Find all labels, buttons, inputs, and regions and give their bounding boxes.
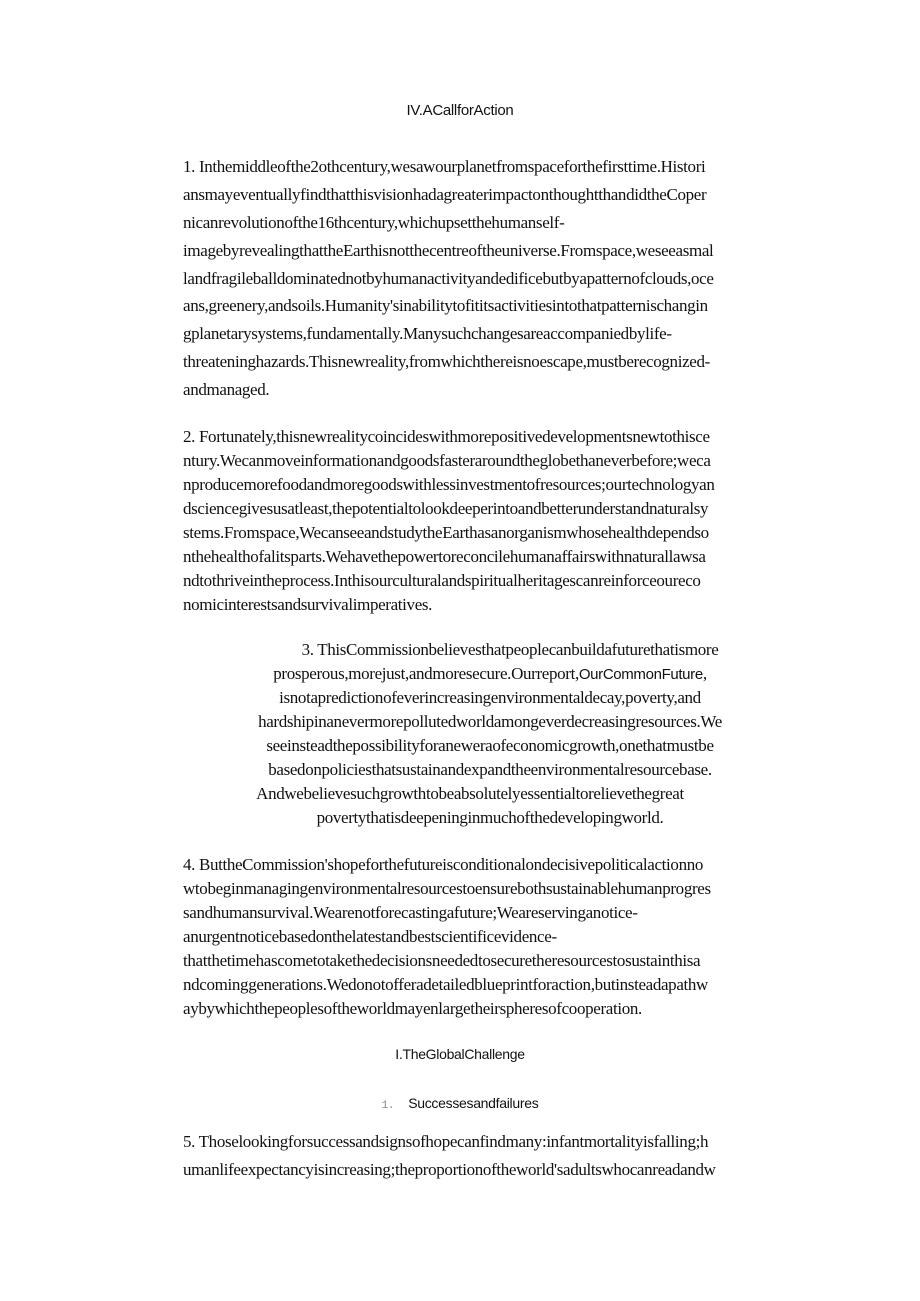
text-line: ntury.Wecanmoveinformationandgoodsfasteraroundtheglobethaneverbefore;weca [183,451,711,470]
report-title: OurCommonFuture [578,666,703,683]
text-line: hardshipinanevermorepollutedworldamongeverdecreasingresources.We [258,712,722,731]
text-line: seeinsteadthepossibilityforaneweraofeconomicgrowth,onethatmustbe [266,736,714,755]
text-line: isnotapredictionofeverincreasingenvironmentaldecay,poverty,and [279,688,701,707]
text-line: landfragileballdominatednotbyhumanactivityandedificebutbyapatternofclouds,oce [183,268,714,288]
text-line: andmanaged. [183,380,270,400]
paragraph-3 [160,638,820,830]
text-line: threateninghazards.Thisnewreality,fromwhichthereisnoescape,mustberecognized- [183,352,710,372]
text-segment: prosperous,morejust,andmoresecure.Ourreport, [273,664,579,683]
text-line: umanlifeexpectancyisincreasing;theproportionoftheworld'sadultswhocanreadandw [183,1160,716,1179]
paragraph-5 [183,1128,823,1184]
subsection-number: 1. [381,1100,395,1112]
paragraph-2 [183,425,823,617]
text-line: nicanrevolutionofthe16thcentury,whichupsetthehumanself- [183,212,565,232]
text-line: sandhumansurvival.Wearenotforecastingafuture;Weareservinganotice- [183,903,638,922]
section-heading: I.TheGlobalChallenge [395,1046,525,1062]
text-line: 1. Inthemiddleofthe2othcentury,wesawourplanetfromspaceforthefirsttime.Histori [183,157,706,176]
text-line: ndtothriveintheprocess.Inthisourculturalandspiritualheritagescanreinforceoureco [183,571,701,590]
text-line: 5. Thoselookingforsuccessandsignsofhopecanfindmany:infantmortalityisfalling;h [183,1132,709,1151]
text-line: wtobeginmanagingenvironmentalresourcestoensurebothsustainablehumanprogres [183,879,711,898]
subsection-title: Successesandfailures [408,1095,539,1111]
paragraph-1 [183,153,823,404]
text-line: thatthetimehascometotakethedecisionsneededtosecuretheresourcestosustainthisa [183,951,701,970]
subsection-heading [0,1095,920,1112]
text-line: basedonpoliciesthatsustainandexpandtheenvironmentalresourcebase. [268,760,712,779]
text-line: 4. ButtheCommission'shopeforthefutureisconditionalondecisivepoliticalactionno [183,855,704,874]
text-line: ndcominggenerations.Wedonotofferadetailedblueprintforaction,butinsteadapathw [183,975,708,994]
document-title: IV.ACallforAction [406,102,514,119]
text-line: stems.Fromspace,WecanseeandstudytheEarthasanorganismwhosehealthdependso [183,523,709,542]
text-segment: , [702,664,707,683]
text-line: 3. ThisCommissionbelievesthatpeoplecanbuildafuturethatismore [301,640,719,659]
text-line: anurgentnoticebasedonthelatestandbestscientificevidence- [183,927,557,946]
text-line: dsciencegivesusatleast,thepotentialtolookdeeperintoandbetterunderstandnaturalsy [183,499,709,518]
text-line: nthehealthofalitsparts.Wehavethepowertoreconcilehumanaffairswithnaturallawsa [183,547,706,566]
text-line: 2. Fortunately,thisnewrealitycoincideswithmorepositivedevelopmentsnewtothisce [183,427,710,446]
text-line: aybywhichthepeoplesoftheworldmayenlargetheirspheresofcooperation. [183,999,642,1018]
paragraph-4 [183,853,823,1021]
text-line: gplanetarysystems,fundamentally.Manysuchchangesareaccompaniedbylife- [183,324,672,344]
text-line: ans,greenery,andsoils.Humanity'sinabilitytofititsactivitiesintothatpatternischangin [183,296,708,316]
text-line [160,662,820,686]
text-line: ansmayeventuallyfindthatthisvisionhadagreaterimpactonthoughtthandidtheCoper [183,184,707,204]
text-line: nproducemorefoodandmoregoodswithlessinvestmentofresources;ourtechnologyan [183,475,715,494]
text-line: povertythatisdeepeninginmuchofthedevelopingworld. [316,808,664,827]
text-line: nomicinterestsandsurvivalimperatives. [183,595,433,614]
text-line: imagebyrevealingthattheEarthisnotthecentreoftheuniverse.Fromspace,weseeasmal [183,240,714,260]
text-line: Andwebelievesuchgrowthtobeabsolutelyessentialtorelievethegreat [256,784,684,803]
